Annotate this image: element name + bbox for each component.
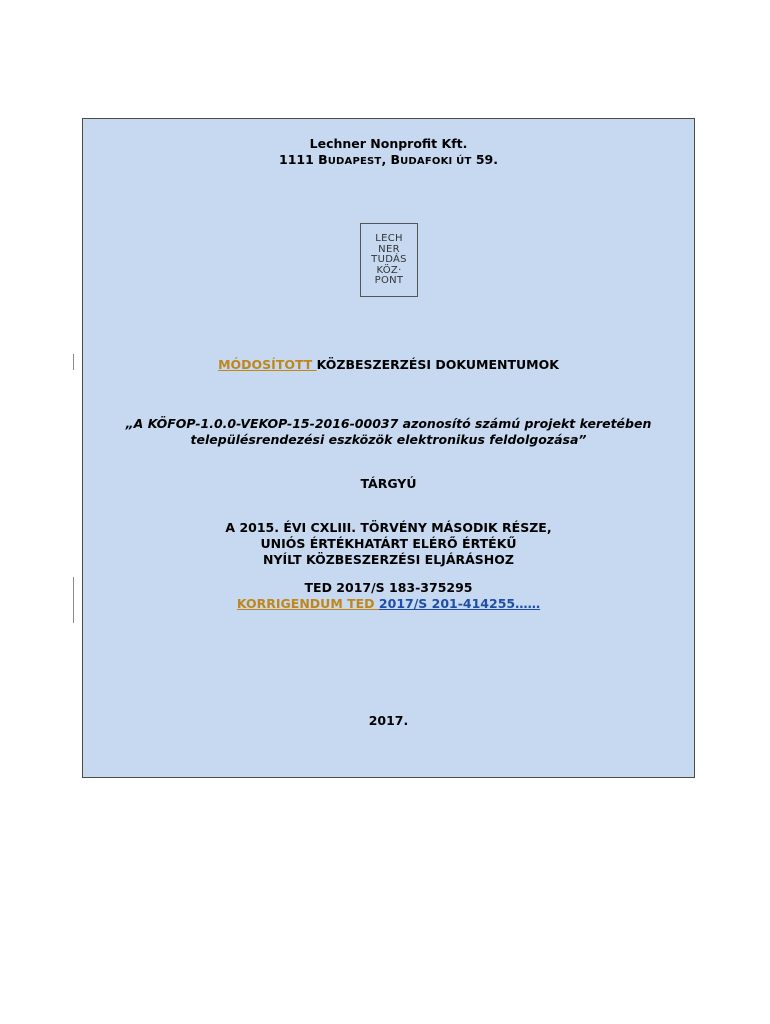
corrigendum-reference (83, 596, 694, 612)
margin-mark (73, 577, 74, 623)
margin-mark (73, 354, 74, 370)
law-line-2: UNIÓS ÉRTÉKHATÁRT ELÉRŐ ÉRTÉKŰ (260, 536, 517, 551)
modified-label: MÓDOSÍTOTT (218, 357, 317, 372)
lechner-logo: LECH NER TUDÁS KÖZ· PONT (360, 223, 418, 297)
company-name: Lechner Nonprofit Kft. (309, 136, 468, 151)
project-line-2: településrendezési eszközök elektronikus feldolgozása” (190, 432, 587, 447)
corrigendum-link[interactable]: 2017/S 201-414255…… (378, 596, 541, 611)
law-line-3: NYÍLT KÖZBESZERZÉSI ELJÁRÁSHOZ (263, 552, 514, 567)
cover-page (82, 118, 695, 778)
project-line-1: „A KÖFOP-1.0.0-VEKOP-15-2016-00037 azonosító számú projekt keretében (125, 416, 652, 431)
document-title: MÓDOSÍTOTT KÖZBESZERZÉSI DOKUMENTUMOK (218, 357, 559, 372)
corrigendum-label: KORRIGENDUM TED (236, 596, 379, 611)
ted-reference: TED 2017/S 183-375295 (304, 580, 473, 595)
subject-label: TÁRGYÚ (360, 476, 417, 491)
law-line-1: A 2015. ÉVI CXLIII. TÖRVÉNY MÁSODIK RÉSZE, (225, 520, 552, 535)
company-address: 1111 BUDAPEST, BUDAFOKI ÚT 59. (279, 152, 498, 167)
document-year: 2017. (368, 713, 409, 728)
